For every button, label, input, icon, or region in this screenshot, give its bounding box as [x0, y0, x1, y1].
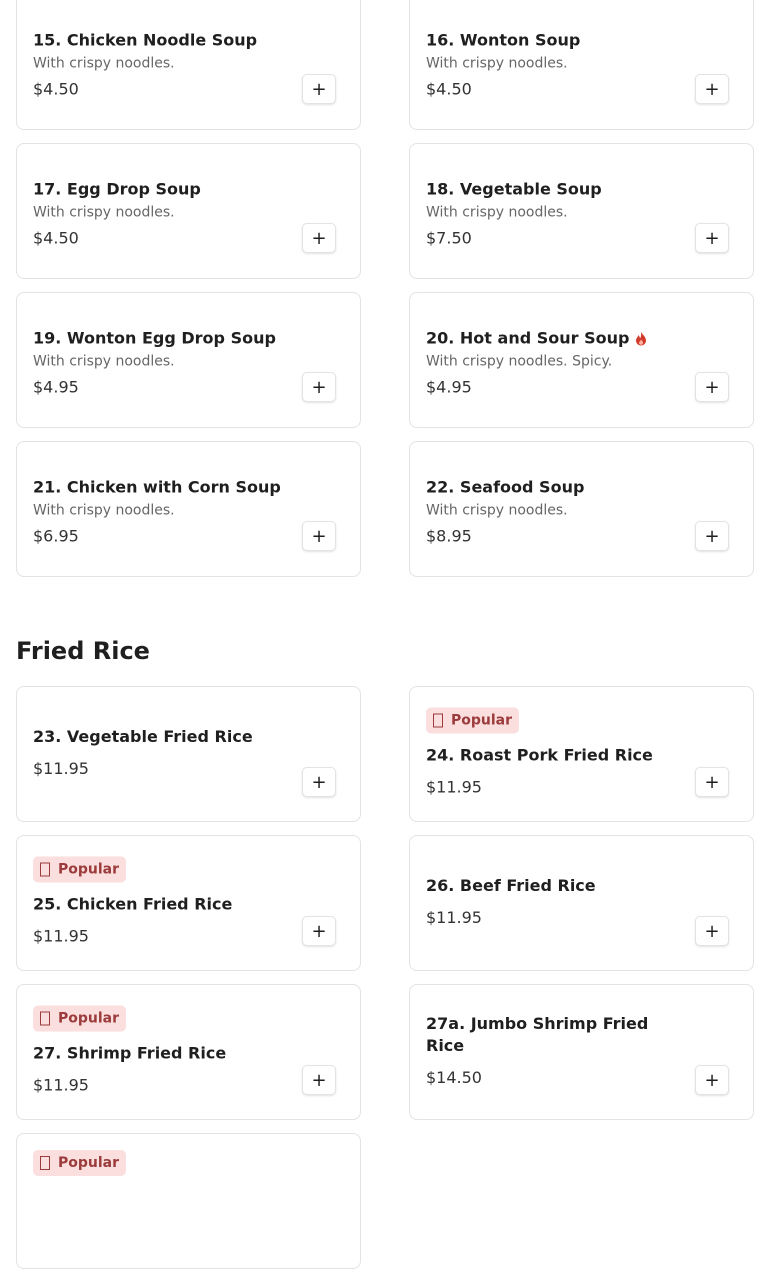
item-price: $6.95: [33, 526, 79, 546]
add-to-cart-button[interactable]: +: [302, 767, 336, 797]
item-title: 18. Vegetable Soup: [426, 179, 602, 199]
popular-icon: [40, 1012, 50, 1026]
item-description: With crispy noodles.: [426, 502, 568, 519]
menu-item-card[interactable]: [16, 0, 361, 130]
item-title: 27. Shrimp Fried Rice: [33, 1043, 227, 1063]
add-to-cart-button[interactable]: +: [302, 223, 336, 253]
item-title: 25. Chicken Fried Rice: [33, 894, 233, 914]
add-to-cart-button[interactable]: +: [302, 372, 336, 402]
item-title: [426, 328, 683, 350]
item-title-text: 20. Hot and Sour Soup: [426, 328, 630, 348]
item-title: 17. Egg Drop Soup: [33, 179, 201, 199]
add-to-cart-button[interactable]: +: [302, 1065, 336, 1095]
popular-icon: [433, 714, 443, 728]
item-description: With crispy noodles.: [33, 204, 175, 221]
item-price: $11.95: [426, 777, 482, 797]
menu-item-card[interactable]: [409, 441, 754, 577]
item-price: $11.95: [33, 759, 89, 778]
item-title: 19. Wonton Egg Drop Soup: [33, 328, 276, 348]
menu-item-card[interactable]: [409, 0, 754, 130]
menu-item-card[interactable]: [409, 835, 754, 971]
menu-item-card[interactable]: [409, 292, 754, 428]
item-description: With crispy noodles.: [33, 353, 175, 370]
add-to-cart-button[interactable]: +: [695, 916, 729, 946]
item-description: With crispy noodles.: [426, 55, 568, 72]
item-title: 26. Beef Fried Rice: [426, 876, 596, 895]
menu-item-card[interactable]: [409, 984, 754, 1120]
badge-label: Popular: [58, 1010, 120, 1027]
badge-label: Popular: [451, 712, 513, 729]
badge-label: Popular: [58, 861, 120, 878]
popular-icon: [40, 863, 50, 877]
menu-item-card[interactable]: [16, 1133, 361, 1269]
flame-icon: [635, 332, 647, 346]
badge-label: Popular: [58, 1155, 120, 1171]
popular-badge: [33, 1150, 126, 1176]
add-to-cart-button[interactable]: +: [695, 767, 729, 797]
item-price: $4.95: [33, 377, 79, 397]
popular-badge: [33, 857, 126, 883]
soup-items-grid: [16, 0, 754, 577]
item-price: $14.50: [426, 1068, 482, 1087]
menu-item-card[interactable]: [409, 143, 754, 279]
item-title: 27a. Jumbo Shrimp Fried Rice: [426, 1014, 649, 1055]
item-description: With crispy noodles.: [33, 55, 175, 72]
menu-item-card[interactable]: [16, 835, 361, 971]
popular-badge: [426, 708, 519, 734]
popular-badge: [33, 1006, 126, 1032]
item-description: With crispy noodles.: [426, 204, 568, 221]
item-price: $4.50: [33, 79, 79, 99]
menu-item-card[interactable]: [16, 292, 361, 428]
add-to-cart-button[interactable]: +: [302, 521, 336, 551]
section-title-fried-rice: Fried Rice: [16, 637, 150, 665]
add-to-cart-button[interactable]: +: [695, 521, 729, 551]
add-to-cart-button[interactable]: +: [695, 74, 729, 104]
item-title: 21. Chicken with Corn Soup: [33, 477, 281, 497]
menu-item-card[interactable]: [16, 984, 361, 1120]
item-price: $8.95: [426, 526, 472, 546]
menu-item-card[interactable]: [16, 441, 361, 577]
item-price: $4.50: [426, 79, 472, 99]
popular-icon: [40, 1156, 50, 1170]
item-description: With crispy noodles. Spicy.: [426, 353, 613, 370]
item-title: 15. Chicken Noodle Soup: [33, 30, 258, 50]
add-to-cart-button[interactable]: +: [695, 1065, 729, 1095]
item-title: 23. Vegetable Fried Rice: [33, 727, 253, 746]
add-to-cart-button[interactable]: +: [302, 74, 336, 104]
item-description: With crispy noodles.: [33, 502, 175, 519]
item-title: 22. Seafood Soup: [426, 477, 585, 497]
item-price: $4.95: [426, 377, 472, 397]
add-to-cart-button[interactable]: +: [302, 916, 336, 946]
add-to-cart-button[interactable]: +: [695, 223, 729, 253]
menu-item-card[interactable]: [16, 143, 361, 279]
item-title: 16. Wonton Soup: [426, 30, 581, 50]
add-to-cart-button[interactable]: +: [695, 372, 729, 402]
item-price: $11.95: [33, 1075, 89, 1095]
menu-item-card[interactable]: [409, 686, 754, 822]
item-price: $11.95: [33, 926, 89, 946]
menu-item-card[interactable]: [16, 686, 361, 822]
item-price: $11.95: [426, 908, 482, 927]
item-price: $4.50: [33, 228, 79, 248]
item-price: $7.50: [426, 228, 472, 248]
fried-rice-items-grid: [16, 686, 754, 1269]
item-title: 24. Roast Pork Fried Rice: [426, 745, 653, 765]
